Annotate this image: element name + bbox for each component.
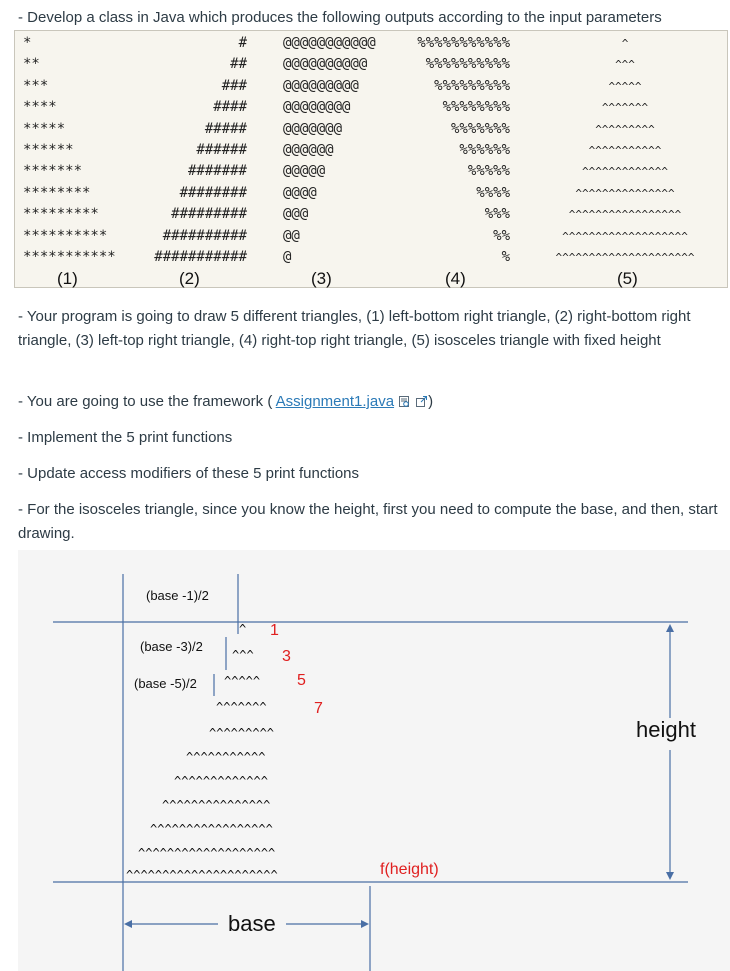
f-height-label: f(height) (380, 861, 439, 878)
row-count-1: 1 (270, 622, 279, 639)
implement-text: - Implement the 5 print functions (18, 429, 233, 446)
base-label: base (228, 911, 276, 936)
triangle-right-top: %%%%%%%%%%% %%%%%%%%%% %%%%%%%%% %%%%%%%% %%%%%%% %%%%%% %%%%% %%%% %%% %% % (417, 35, 510, 266)
isosceles-text: - For the isosceles triangle, since you know the height, first you need to compute the base, and then, start drawing. (18, 501, 718, 542)
row-count-5: 5 (297, 672, 306, 689)
label-4: (4) (445, 269, 466, 288)
label-3: (3) (311, 269, 332, 288)
height-label: height (636, 717, 696, 742)
label-5: (5) (617, 269, 638, 288)
external-link-icon[interactable] (415, 395, 428, 408)
row-count-3: 3 (282, 648, 291, 665)
label-2: (2) (179, 269, 200, 288)
triangle-right-bottom: # ## ### #### ##### ###### ####### ######## ######### ########## ########### (154, 35, 247, 266)
triangle-left-bottom: * ** *** **** ***** ****** ******* ******** ********* ********** *********** (23, 35, 116, 266)
assignment-link[interactable]: Assignment1.java (275, 393, 395, 410)
description-text: - Your program is going to draw 5 different triangles, (1) left-bottom right triangle, (2) right-bottom right triangle, (3) left-top right triangle, (4) right-top right triangle, (5) isosceles triangle with fixed height (18, 308, 691, 349)
isosceles-diagram: (base -1)/2 (base -3)/2 (base -5)/2 ^ ^^^ ^^^^^ ^^^^^^^ ^^^^^^^^^ ^^^^^^^^^^^ ^^^^^^^^^^^^^ ^^^^^^^^^^^^^^^ ^^^^^^^^^^^^^^^^^ ^^^^^^^^^^^^^^^^^^^ ^^^^^^^^^^^^^^^^^^^^^ 1 3 5 7 f(height) height base (18, 550, 730, 971)
label-base-minus-5: (base -5)/2 (134, 676, 197, 691)
row-count-7: 7 (314, 700, 323, 717)
label-base-minus-3: (base -3)/2 (140, 639, 203, 654)
label-base-minus-1: (base -1)/2 (146, 588, 209, 603)
intro-text: - Develop a class in Java which produces the following outputs according to the input parameters (18, 9, 662, 26)
diagram-lines (18, 550, 730, 971)
framework-text (18, 390, 723, 414)
framework-suffix: ) (428, 393, 434, 410)
triangle-left-top: @@@@@@@@@@@ @@@@@@@@@@ @@@@@@@@@ @@@@@@@@ @@@@@@@ @@@@@@ @@@@@ @@@@ @@@ @@ @ (283, 35, 376, 266)
access-text: - Update access modifiers of these 5 print functions (18, 465, 360, 482)
label-1: (1) (57, 269, 78, 288)
triangle-outputs-figure (14, 30, 728, 288)
preview-icon[interactable] (398, 395, 411, 408)
triangle-isosceles: ^ ^^^ ^^^^^ ^^^^^^^ ^^^^^^^^^ ^^^^^^^^^^^ ^^^^^^^^^^^^^ ^^^^^^^^^^^^^^^ ^^^^^^^^^^^^^^^^^ ^^^^^^^^^^^^^^^^^^^ ^^^^^^^^^^^^^^^^^^^^^ (555, 37, 695, 265)
framework-prefix: - You are going to use the framework ( (18, 393, 276, 410)
